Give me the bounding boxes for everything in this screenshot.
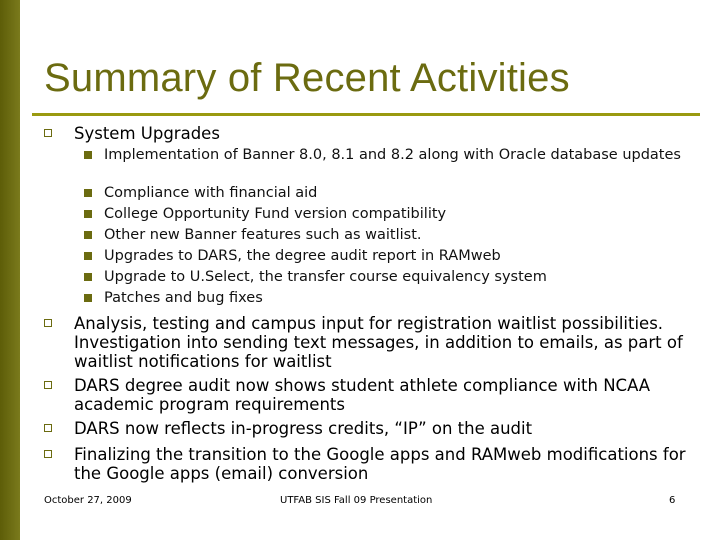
bullet-google-apps (74, 445, 694, 483)
bullet-text: DARS degree audit now shows student athlete compliance with NCAA academic program requirements (74, 376, 651, 414)
bullet-dars-athlete (74, 376, 694, 414)
hollow-square-bullet-icon (44, 381, 52, 389)
filled-square-bullet-icon (84, 210, 92, 218)
sub-bullet-text: Other new Banner features such as waitlist. (104, 227, 422, 243)
sub-bullet-text: Compliance with financial aid (104, 185, 318, 201)
sub-bullet-text: Implementation of Banner 8.0, 8.1 and 8.2 along with Oracle database updates (104, 147, 681, 163)
bullet-text: Finalizing the transition to the Google apps and RAMweb modifications for the Google apps (email) conversion (74, 445, 686, 483)
footer-page-number: 6 (669, 495, 676, 506)
sub-bullet-cof (104, 206, 694, 223)
sub-bullet-text: Patches and bug fixes (104, 290, 263, 306)
bullet-text: System Upgrades (74, 124, 220, 143)
sub-bullet-text: Upgrades to DARS, the degree audit report in RAMweb (104, 248, 501, 264)
bullet-waitlist-analysis (74, 314, 694, 371)
sub-bullet-uselect (104, 269, 694, 286)
bullet-text: DARS now reflects in-progress credits, “IP” on the audit (74, 419, 533, 438)
bullet-system-upgrades (74, 124, 694, 143)
sub-bullet-dars-upgrades (104, 248, 694, 265)
filled-square-bullet-icon (84, 252, 92, 260)
hollow-square-bullet-icon (44, 319, 52, 327)
hollow-square-bullet-icon (44, 129, 52, 137)
sub-bullet-text: College Opportunity Fund version compatibility (104, 206, 447, 222)
sub-bullet-banner-implementation (104, 147, 694, 164)
bullet-dars-ip (74, 419, 694, 438)
slide-title: Summary of Recent Activities (44, 56, 570, 100)
filled-square-bullet-icon (84, 273, 92, 281)
hollow-square-bullet-icon (44, 450, 52, 458)
filled-square-bullet-icon (84, 151, 92, 159)
sub-bullet-banner-features (104, 227, 694, 244)
filled-square-bullet-icon (84, 294, 92, 302)
sub-bullet-text: Upgrade to U.Select, the transfer course equivalency system (104, 269, 547, 285)
footer-presentation-name: UTFAB SIS Fall 09 Presentation (280, 495, 433, 506)
bullet-text: Analysis, testing and campus input for registration waitlist possibilities. Investigation into sending text messages, in addition to emails, as part of waitlist notifications for waitlist (74, 314, 683, 371)
filled-square-bullet-icon (84, 189, 92, 197)
sub-bullet-financial-aid (104, 185, 694, 202)
filled-square-bullet-icon (84, 231, 92, 239)
hollow-square-bullet-icon (44, 424, 52, 432)
footer-date: October 27, 2009 (44, 495, 132, 506)
sub-bullet-patches (104, 290, 694, 307)
